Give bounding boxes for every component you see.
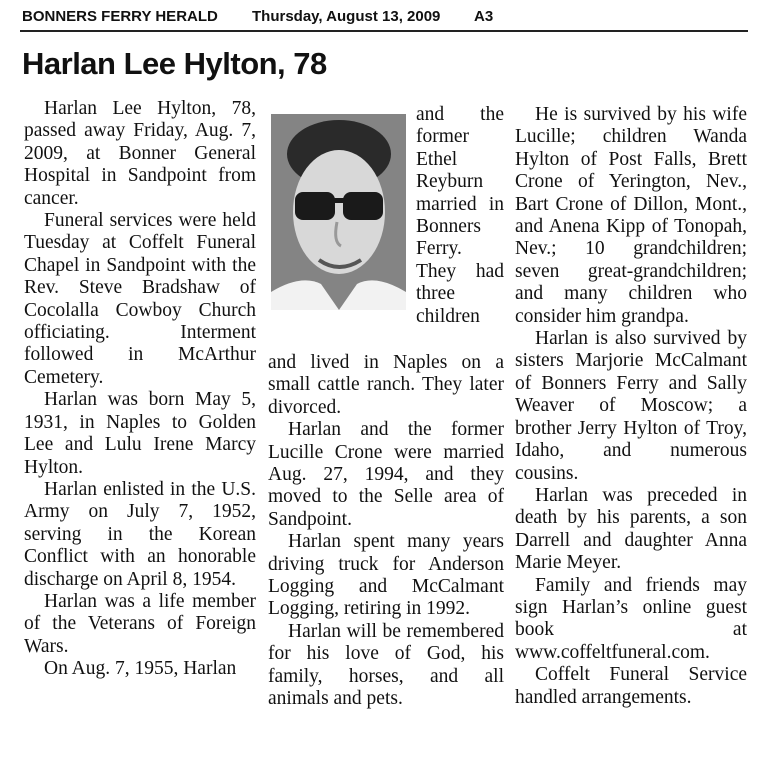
paragraph: Harlan was a life member of the Veterans of Foreign Wars. — [24, 590, 256, 657]
portrait-photo — [271, 114, 406, 310]
issue-date: Thursday, August 13, 2009 — [252, 8, 441, 25]
column-3 — [515, 104, 747, 709]
paragraph: Harlan was born May 5, 1931, in Naples to Golden Lee and Lulu Irene Marcy Hylton. — [24, 389, 256, 478]
paragraph: Harlan is also survived by sisters Marjorie McCalmant of Bonners Ferry and Sally Weaver of Moscow; a brother Jerry Hylton of Troy, Idaho, and numerous cousins. — [515, 328, 747, 484]
paragraph: Coffelt Funeral Service handled arrangements. — [515, 664, 747, 708]
paragraph: Harlan enlisted in the U.S. Army on July 7, 1952, serving in the Korean Conflict with an honorable discharge on April 8, 1954. — [24, 478, 256, 590]
column-2 — [268, 352, 504, 711]
portrait-image — [271, 114, 406, 310]
masthead — [22, 8, 748, 30]
paragraph: Funeral services were held Tuesday at Coffelt Funeral Chapel in Sandpoint with the Rev. Steve Bradshaw of Cocolalla Cowboy Church officiating. Interment followed in McArthur Cemetery. — [24, 210, 256, 388]
newspaper-name: BONNERS FERRY HERALD — [22, 8, 218, 25]
paragraph: Harlan spent many years driving truck for Anderson Logging and McCalmant Logging, retiring in 1992. — [268, 531, 504, 620]
page-number: A3 — [474, 8, 494, 25]
paragraph: Harlan Lee Hylton, 78, passed away Friday, Aug. 7, 2009, at Bonner General Hospital in Sandpoint from cancer. — [24, 98, 256, 209]
paragraph: and lived in Naples on a small cattle ranch. They later divorced. — [268, 352, 504, 418]
obituary-headline: Harlan Lee Hylton, 78 — [22, 46, 327, 81]
paragraph: Family and friends may sign Harlan’s online guest book at www.coffeltfuneral.com. — [515, 574, 747, 663]
paragraph: He is survived by his wife Lucille; children Wanda Hylton of Post Falls, Brett Crone of Yerington, Nev., Bart Crone of Dillon, Mont., and Anena Kipp of Tonopah, Nev.; 10 grandchildren; seven great-grandchildren; and many children who consider him grandpa. — [515, 104, 747, 327]
column-2-beside-photo: and the former Ethel Reyburn married in Bonners Ferry. They had three children — [416, 104, 504, 327]
masthead-rule — [20, 30, 748, 32]
paragraph: Harlan was preceded in death by his parents, a son Darrell and daughter Anna Marie Meyer. — [515, 484, 747, 574]
paragraph: Harlan will be remembered for his love of God, his family, horses, and all animals and pets. — [268, 620, 504, 710]
paragraph: Harlan and the former Lucille Crone were married Aug. 27, 1994, and they moved to the Selle area of Sandpoint. — [268, 419, 504, 530]
paragraph: On Aug. 7, 1955, Harlan — [44, 658, 237, 680]
column-1 — [24, 98, 256, 681]
